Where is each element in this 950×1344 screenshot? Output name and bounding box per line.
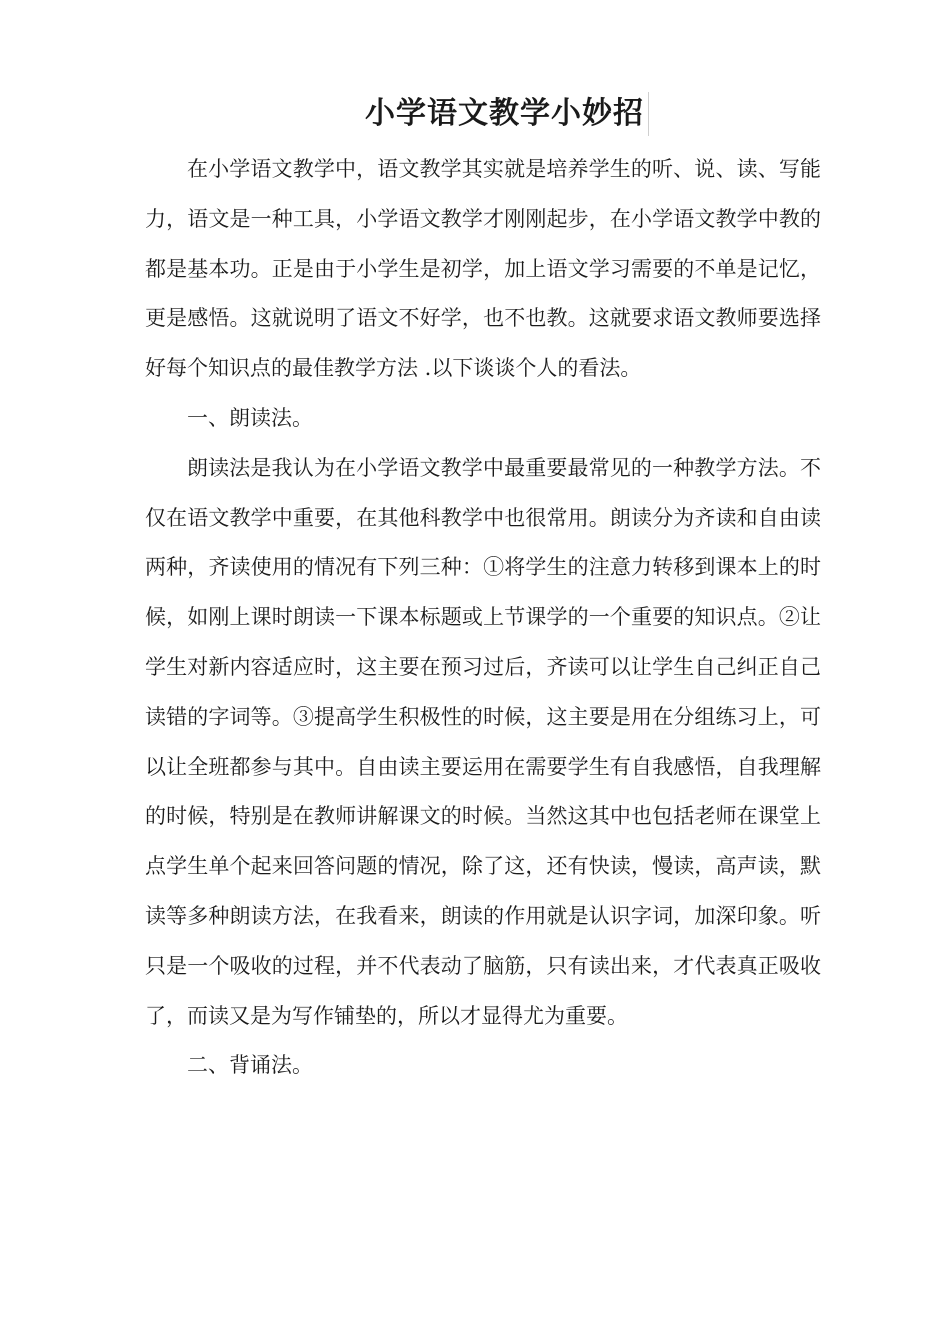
section-heading-2: 二、背诵法。 [187, 1053, 313, 1078]
section-paragraph-1: 朗读法是我认为在小学语文教学中最重要最常见的一种教学方法。不仅在语文教学中重要，在其他科教学中也很常用。朗读分为齐读和自由读两种，齐读使用的情况有下列三种：①将学生的注意力转移到课本上的时候，如刚上课时朗读一下课本标题或上节课学的一个重要的知识点。②让学生对新内容适应时，这主要在预习过后，齐读可以让学生自己纠正自己读错的字词等。③提高学生积极性的时候，这主要是用在分组练习上，可以让全班都参与其中。自由读主要运用在需要学生有自我感悟，自我理解的时候，特别是在教师讲解课文的时候。当然这其中也包括老师在课堂上点学生单个起来回答问题的情况，除了这，还有快读，慢读，高声读，默读等多种朗读方法，在我看来，朗读的作用就是认识字词，加深印象。听只是一个吸收的过程，并不代表动了脑筋，只有读出来，才代表真正吸收了，而读又是为写作铺垫的，所以才显得尤为重要。 [145, 455, 821, 1028]
document-title: 小学语文教学小妙招 [361, 92, 649, 136]
title-container [0, 92, 950, 136]
section-heading-1: 一、朗读法。 [187, 405, 313, 430]
intro-paragraph: 在小学语文教学中，语文教学其实就是培养学生的听、说、读、写能力，语文是一种工具，小学语文教学才刚刚起步，在小学语文教学中教的都是基本功。正是由于小学生是初学，加上语文学习需要的不单是记忆，更是感悟。这就说明了语文不好学，也不也教。这就要求语文教师要选择好每个知识点的最佳教学方法 .以下谈谈个人的看法。 [145, 157, 821, 381]
document-body [145, 145, 821, 1091]
